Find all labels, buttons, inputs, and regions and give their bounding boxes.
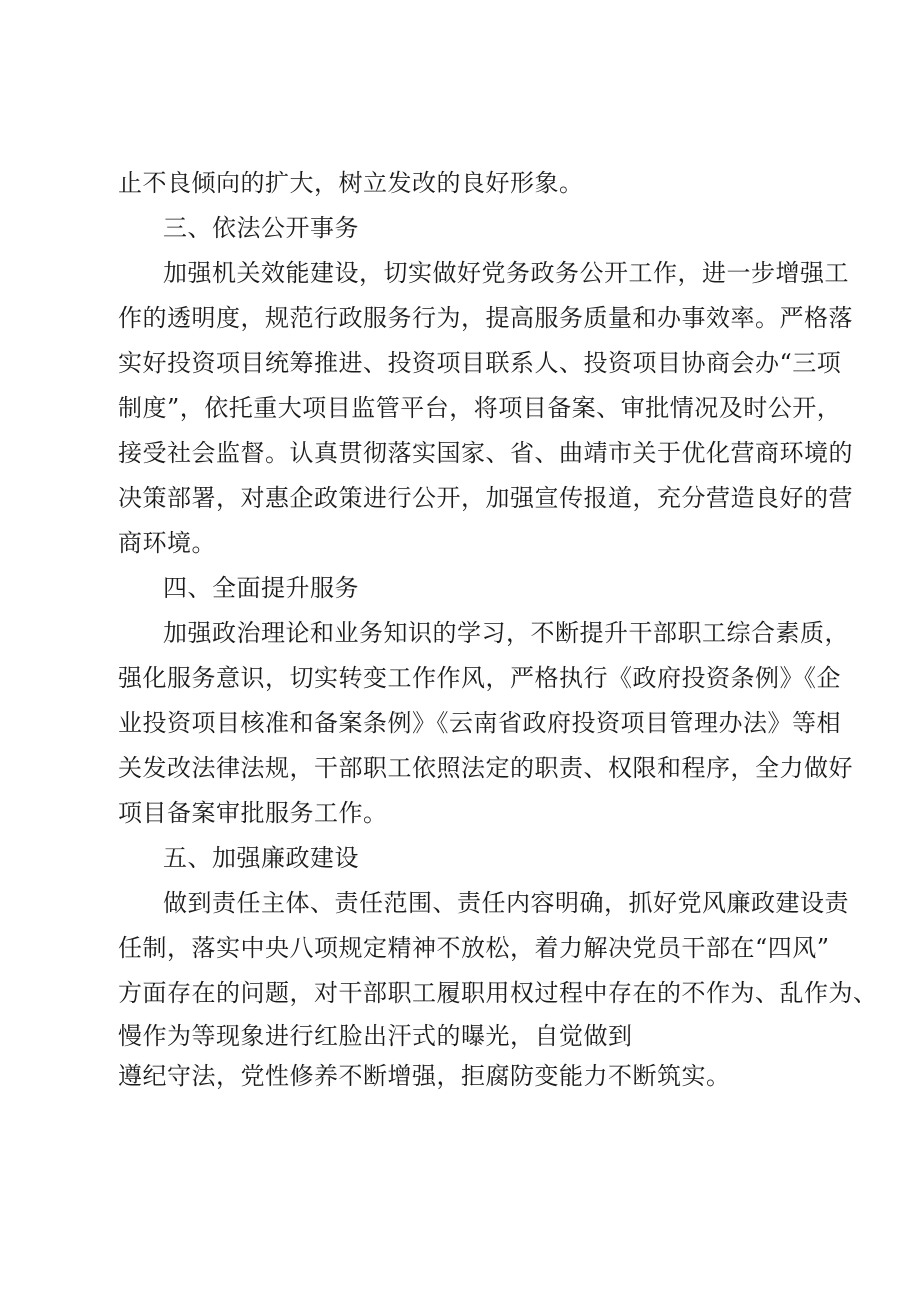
paragraph-line: 商环境。 [118,529,216,557]
paragraph-line: 接受社会监督。认真贯彻落实国家、省、曲靖市关于优化营商环境的 [118,439,853,467]
section-heading-3: 三、依法公开事务 [163,214,359,242]
paragraph-line: 方面存在的问题，对干部职工履职用权过程中存在的不作为、乱作为、 [118,979,878,1007]
paragraph-line: 业投资项目核准和备案条例》《云南省政府投资项目管理办法》等相 [118,709,841,737]
paragraph-line: 作的透明度，规范行政服务行为，提高服务质量和办事效率。严格落 [118,304,853,332]
paragraph-line: 止不良倾向的扩大，树立发改的良好形象。 [118,169,584,197]
paragraph-line: 遵纪守法，党性修养不断增强，拒腐防变能力不断筑实。 [118,1062,731,1090]
paragraph-line: 任制，落实中央八项规定精神不放松，着力解决党员干部在“四风” [118,934,830,962]
paragraph-line: 慢作为等现象进行红脸出汗式的曝光，自觉做到 [118,1022,633,1050]
section-heading-4: 四、全面提升服务 [163,574,359,602]
paragraph-line: 加强政治理论和业务知识的学习，不断提升干部职工综合素质， [163,619,849,647]
paragraph-line: 做到责任主体、责任范围、责任内容明确，抓好党风廉政建设责 [163,889,849,917]
paragraph-line: 决策部署，对惠企政策进行公开，加强宣传报道，充分营造良好的营 [118,484,853,512]
paragraph-line: 项目备案审批服务工作。 [118,799,388,827]
paragraph-line: 制度”，依托重大项目监管平台，将项目备案、审批情况及时公开， [118,394,842,422]
paragraph-line: 强化服务意识，切实转变工作作风，严格执行《政府投资条例》《企 [118,664,841,692]
paragraph-line: 加强机关效能建设，切实做好党务政务公开工作，进一步增强工 [163,259,849,287]
paragraph-line: 实好投资项目统筹推进、投资项目联系人、投资项目协商会办“三项 [118,349,842,377]
paragraph-line: 关发改法律法规，干部职工依照法定的职责、权限和程序，全力做好 [118,754,853,782]
section-heading-5: 五、加强廉政建设 [163,844,359,872]
